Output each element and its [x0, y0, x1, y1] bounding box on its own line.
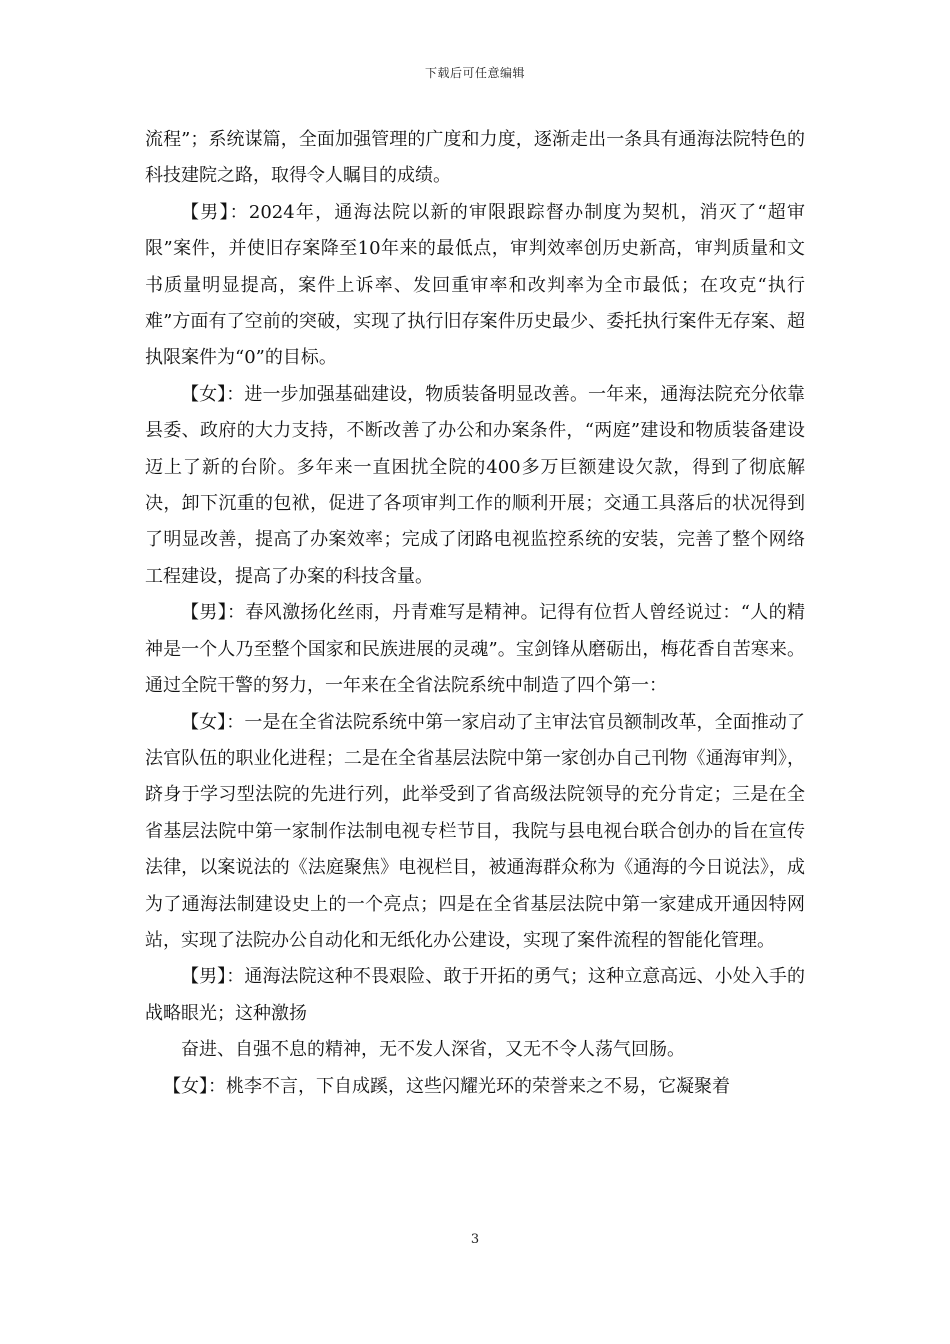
- paragraph-female-honors: 【女】：桃李不言，下自成蹊，这些闪耀光环的荣誉来之不易，它凝聚着: [163, 1075, 730, 1097]
- page-header-note: 下载后可任意编辑: [424, 66, 525, 80]
- paragraph-male-spirit: 【男】：春风激扬化丝雨，丹青难写是精神。记得有位哲人曾经说过：“人的精神是一个人乃至整个国家和民族进展的灵魂”。宝剑锋从磨砺出，梅花香自苦寒来。通过全院干警的努力，一年来在全省法院系统中制造了四个第一：: [145, 602, 805, 697]
- paragraph-male-courage: 【男】：通海法院这种不畏艰险、敢于开拓的勇气；这种立意高远、小处入手的战略眼光；这种激扬: [145, 966, 805, 1024]
- document-body: [145, 122, 805, 1105]
- paragraph-spirit-continuation: 奋进、自强不息的精神，无不发人深省，又无不令人荡气回肠。: [181, 1039, 685, 1061]
- paragraph-female-infrastructure: 【女】：进一步加强基础建设，物质装备明显改善。一年来，通海法院充分依靠县委、政府的大力支持，不断改善了办公和办案条件，“两庭”建设和物质装备建设迈上了新的台阶。多年来一直困扰全院的400多万巨额建设欠款，得到了彻底解决，卸下沉重的包袱，促进了各项审判工作的顺利开展；交通工具落后的状况得到了明显改善，提高了办案效率；完成了闭路电视监控系统的安装，完善了整个网络工程建设，提高了办案的科技含量。: [145, 383, 805, 587]
- page-number: 3: [470, 1232, 480, 1247]
- paragraph-female-four-firsts: 【女】：一是在全省法院系统中第一家启动了主审法官员额制改革，全面推动了法官队伍的职业化进程；二是在全省基层法院中第一家创办自己刊物《通海审判》，跻身于学习型法院的先进行列，此举受到了省高级法院领导的充分肯定；三是在全省基层法院中第一家制作法制电视专栏节目，我院与县电视台联合创办的旨在宣传法律，以案说法的《法庭聚焦》电视栏目，被通海群众称为《通海的今日说法》，成为了通海法制建设史上的一个亮点；四是在全省基层法院中第一家建成开通因特网站，实现了法院办公自动化和无纸化办公建设，实现了案件流程的智能化管理。: [145, 711, 805, 951]
- paragraph-male-efficiency: 【男】：2024年，通海法院以新的审限跟踪督办制度为契机，消灭了“超审限”案件，并使旧存案降至10年来的最低点，审判效率创历史新高，审判质量和文书质量明显提高，案件上诉率、发回重审率和改判率为全市最低；在攻克“执行难”方面有了空前的突破，实现了执行旧存案件历史最少、委托执行案件无存案、超执限案件为“0”的目标。: [145, 201, 805, 369]
- paragraph-continuation: 流程”；系统谋篇，全面加强管理的广度和力度，逐渐走出一条具有通海法院特色的科技建院之路，取得令人瞩目的成绩。: [145, 129, 805, 187]
